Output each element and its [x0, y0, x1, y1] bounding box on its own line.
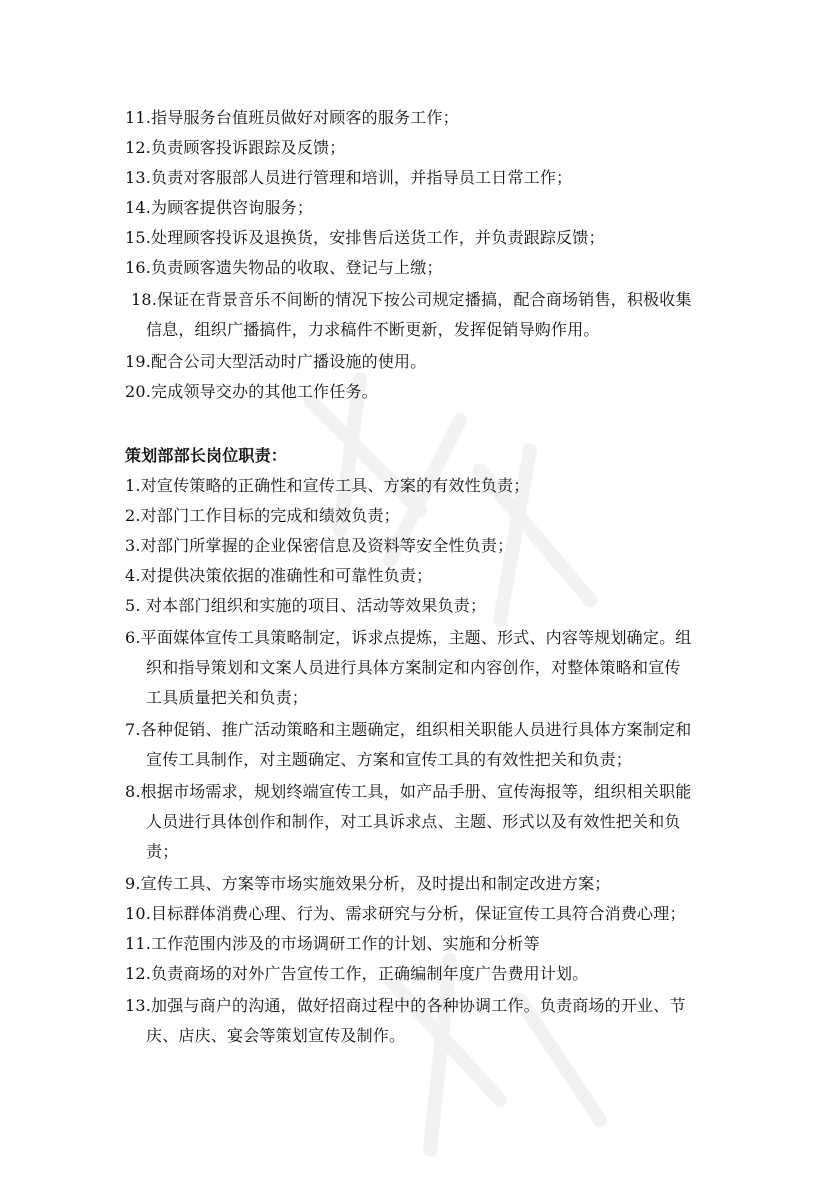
duty-item: 10.目标群体消费心理、行为、需求研究与分析，保证宣传工具符合消费心理； — [125, 904, 686, 923]
duty-item: 15.处理顾客投诉及退换货，安排售后送货工作，并负责跟踪反馈； — [125, 228, 605, 247]
duty-item: 13.负责对客服部人员进行管理和培训，并指导员工日常工作； — [125, 168, 573, 187]
duty-item-continuation: 工具质量把关和负责； — [146, 688, 309, 707]
duty-item: 20.完成领导交办的其他工作任务。 — [125, 382, 378, 401]
duty-item-continuation: 信息，组织广播搞件，力求稿件不断更新，发挥促销导购作用。 — [146, 320, 600, 339]
duty-item: 18.保证在背景音乐不间断的情况下按公司规定播搞，配合商场销售，积极收集 — [131, 290, 692, 309]
duty-item: 6.平面媒体宣传工具策略制定，诉求点提炼，主题、形式、内容等规划确定。组 — [125, 628, 692, 647]
duty-item: 8.根据市场需求，规划终端宣传工具，如产品手册、宣传海报等，组织相关职能 — [125, 782, 692, 801]
section-heading: 策划部部长岗位职责： — [125, 446, 288, 465]
duty-item-continuation: 责； — [146, 842, 179, 861]
duty-item: 9.宣传工具、方案等市场实施效果分析，及时提出和制定改进方案； — [125, 874, 611, 893]
duty-item: 12.负责顾客投诉跟踪及反馈； — [125, 138, 346, 157]
duty-item: 2.对部门工作目标的完成和绩效负责； — [125, 506, 400, 525]
duty-item: 11.指导服务台值班员做好对顾客的服务工作； — [125, 108, 459, 127]
duty-item: 5. 对本部门组织和实施的项目、活动等效果负责； — [125, 596, 487, 615]
duty-item-continuation: 织和指导策划和文案人员进行具体方案制定和内容创作，对整体策略和宣传 — [146, 658, 681, 677]
duty-item: 1.对宣传策略的正确性和宣传工具、方案的有效性负责； — [125, 476, 530, 495]
duty-item: 12.负责商场的对外广告宣传工作，正确编制年度广告费用计划。 — [125, 964, 589, 983]
duty-item: 11.工作范围内涉及的市场调研工作的计划、实施和分析等 — [125, 934, 540, 953]
duty-item: 16.负责顾客遗失物品的收取、登记与上缴； — [125, 258, 443, 277]
duty-item-continuation: 庆、店庆、宴会等策划宣传及制作。 — [146, 1026, 406, 1045]
duty-item: 4.对提供决策依据的准确性和可靠性负责； — [125, 566, 433, 585]
duty-item-continuation: 人员进行具体创作和制作，对工具诉求点、主题、形式以及有效性把关和负 — [146, 812, 681, 831]
duty-item: 3.对部门所掌握的企业保密信息及资料等安全性负责； — [125, 536, 514, 555]
duty-item: 14.为顾客提供咨询服务； — [125, 198, 314, 217]
duty-item: 13.加强与商户的沟通，做好招商过程中的各种协调工作。负责商场的开业、节 — [125, 996, 686, 1015]
duty-item: 19.配合公司大型活动时广播设施的使用。 — [125, 352, 427, 371]
duty-item-continuation: 宣传工具制作，对主题确定、方案和宣传工具的有效性把关和负责； — [146, 750, 633, 769]
duty-item: 7.各种促销、推广活动策略和主题确定，组织相关职能人员进行具体方案制定和 — [125, 720, 692, 739]
